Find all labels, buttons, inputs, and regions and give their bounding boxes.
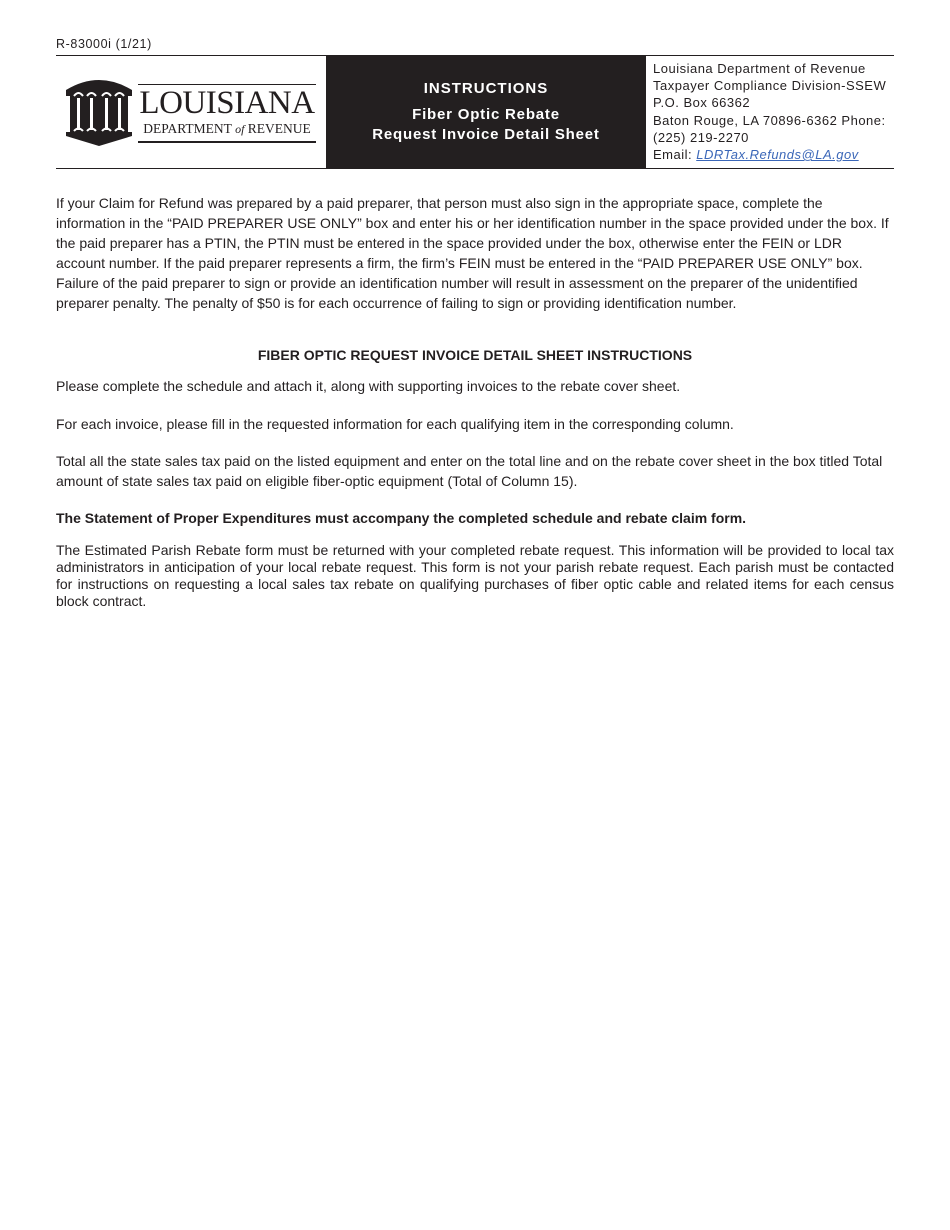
address-line: P.O. Box 66362	[653, 95, 751, 111]
address-line: Baton Rouge, LA 70896-6362 Phone:	[653, 112, 886, 128]
mailing-address	[653, 60, 893, 163]
email-link[interactable]: LDRTax.Refunds@LA.gov	[696, 147, 859, 163]
header-banner	[56, 55, 894, 169]
section-heading: FIBER OPTIC REQUEST INVOICE DETAIL SHEET INSTRUCTIONS	[257, 347, 693, 363]
instruction-paragraph: Total all the state sales tax paid on the listed equipment and enter on the total line and on the rebate cover sheet in the box titled Total amount of state sales tax paid on eligible fiber-optic equipment (Total of Column 15).	[56, 453, 883, 490]
logo-wordmark	[138, 84, 316, 143]
email-line: Email: LDRTax.Refunds@LA.gov	[653, 147, 859, 163]
capitol-emblem-icon	[64, 76, 134, 148]
department-logo	[56, 56, 326, 168]
address-line: Taxpayer Compliance Division-SSEW	[653, 78, 887, 94]
statement-requirement: The Statement of Proper Expenditures must accompany the completed schedule and rebate claim form.	[56, 510, 747, 526]
paid-preparer-paragraph: If your Claim for Refund was prepared by a paid preparer, that person must also sign in the appropriate space, complete the information in the “PAID PREPARER USE ONLY” box and enter his or her identification number in the space provided under the box. If the paid preparer has a PTIN, the PTIN must be entered in the space provided under the box, otherwise enter the FEIN or LDR account number. If the paid preparer represents a firm, the firm’s FEIN must be entered in the “PAID PREPARER USE ONLY” box. Failure of the paid preparer to sign or provide an identification number will result in assessment on the preparer of the unidentified preparer penalty. The penalty of $50 is for each occurrence of failing to sign or providing identification number.	[56, 195, 889, 312]
logo-state-name: LOUISIANA	[139, 85, 315, 121]
title-block	[326, 56, 646, 168]
form-title: Fiber Optic Rebate Request Invoice Detail Sheet	[372, 106, 600, 143]
address-line: Louisiana Department of Revenue	[653, 61, 866, 76]
instruction-paragraph: Please complete the schedule and attach it, along with supporting invoices to the rebate cover sheet.	[56, 378, 681, 394]
logo-department-name: DEPARTMENT of REVENUE	[143, 121, 311, 136]
address-line: (225) 219-2270	[653, 129, 749, 145]
instructions-heading: INSTRUCTIONS	[423, 80, 549, 97]
form-number: R-83000i (1/21)	[56, 37, 152, 51]
instruction-paragraph: For each invoice, please fill in the requested information for each qualifying item in the corresponding column.	[56, 416, 734, 432]
parish-rebate-paragraph: The Estimated Parish Rebate form must be returned with your completed rebate request. This information will be provided to local tax administrators in anticipation of your local rebate request. This form is not your parish rebate request. Each parish must be contacted for instructions on requesting a local sales tax rebate on qualifying purchases of fiber optic cable and related items for each census block contract.	[56, 542, 894, 609]
